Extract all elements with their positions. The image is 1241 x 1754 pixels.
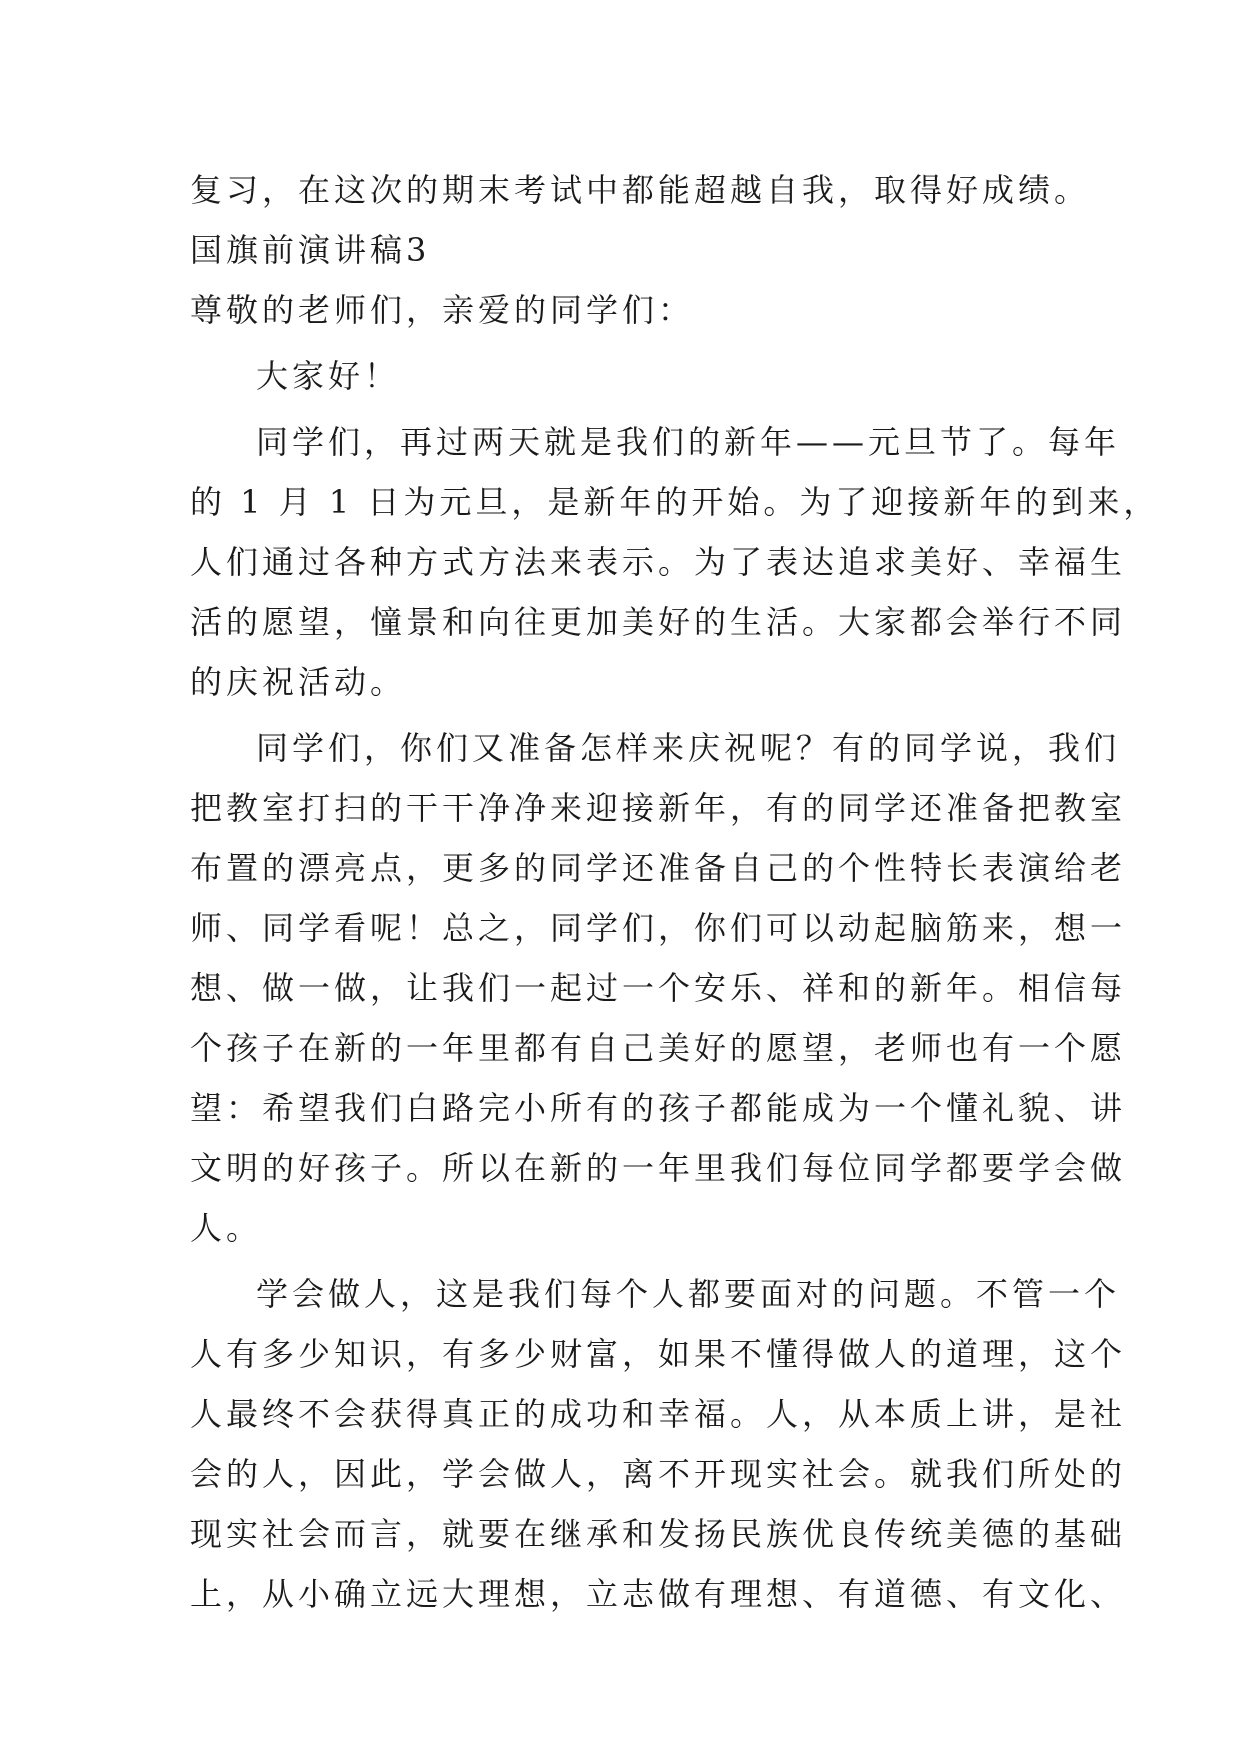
paragraph-line: 同学们，再过两天就是我们的新年——元旦节了。每年 bbox=[256, 423, 1121, 461]
paragraph-line: 文明的好孩子。所以在新的一年里我们每位同学都要学会做 bbox=[190, 1149, 1127, 1187]
paragraph-line: 的庆祝活动。 bbox=[190, 663, 407, 701]
paragraph-line: 现实社会而言，就要在继承和发扬民族优良传统美德的基础 bbox=[190, 1515, 1127, 1553]
paragraph-line: 学会做人，这是我们每个人都要面对的问题。不管一个 bbox=[256, 1275, 1121, 1313]
paragraph-new-year bbox=[190, 412, 1160, 712]
paragraph-line: 上，从小确立远大理想，立志做有理想、有道德、有文化、 bbox=[190, 1575, 1127, 1613]
speech-heading: 国旗前演讲稿3 bbox=[190, 231, 431, 269]
paragraph-line: 望：希望我们白路完小所有的孩子都能成为一个懂礼貌、讲 bbox=[190, 1089, 1127, 1127]
paragraph-line: 同学们，你们又准备怎样来庆祝呢？有的同学说，我们 bbox=[256, 729, 1121, 767]
paragraph-learn-to-be-human bbox=[190, 1264, 1127, 1624]
paragraph-line: 师、同学看呢！总之，同学们，你们可以动起脑筋来，想一 bbox=[190, 909, 1127, 947]
paragraph-line: 人。 bbox=[190, 1209, 263, 1247]
paragraph-line: 想、做一做，让我们一起过一个安乐、祥和的新年。相信每 bbox=[190, 969, 1127, 1007]
paragraph-line: 活的愿望，憧景和向往更加美好的生活。大家都会举行不同 bbox=[190, 603, 1127, 641]
paragraph-celebration bbox=[190, 718, 1127, 1258]
greeting: 大家好！ bbox=[256, 357, 401, 395]
paragraph-line: 人们通过各种方式方法来表示。为了表达追求美好、幸福生 bbox=[190, 543, 1127, 581]
paragraph-line: 个孩子在新的一年里都有自己美好的愿望，老师也有一个愿 bbox=[190, 1029, 1127, 1067]
paragraph-line: 布置的漂亮点，更多的同学还准备自己的个性特长表演给老 bbox=[190, 849, 1127, 887]
document-body bbox=[190, 160, 1160, 1624]
paragraph-line: 会的人，因此，学会做人，离不开现实社会。就我们所处的 bbox=[190, 1455, 1127, 1493]
paragraph-line: 人最终不会获得真正的成功和幸福。人，从本质上讲，是社 bbox=[190, 1395, 1127, 1433]
salutation: 尊敬的老师们，亲爱的同学们： bbox=[190, 291, 695, 329]
paragraph-line: 把教室打扫的干干净净来迎接新年，有的同学还准备把教室 bbox=[190, 789, 1127, 827]
paragraph-line: 的 1 月 1 日为元旦，是新年的开始。为了迎接新年的到来， bbox=[190, 483, 1160, 521]
paragraph-line: 人有多少知识，有多少财富，如果不懂得做人的道理，这个 bbox=[190, 1335, 1127, 1373]
carryover-line: 复习，在这次的期末考试中都能超越自我，取得好成绩。 bbox=[190, 171, 1091, 209]
